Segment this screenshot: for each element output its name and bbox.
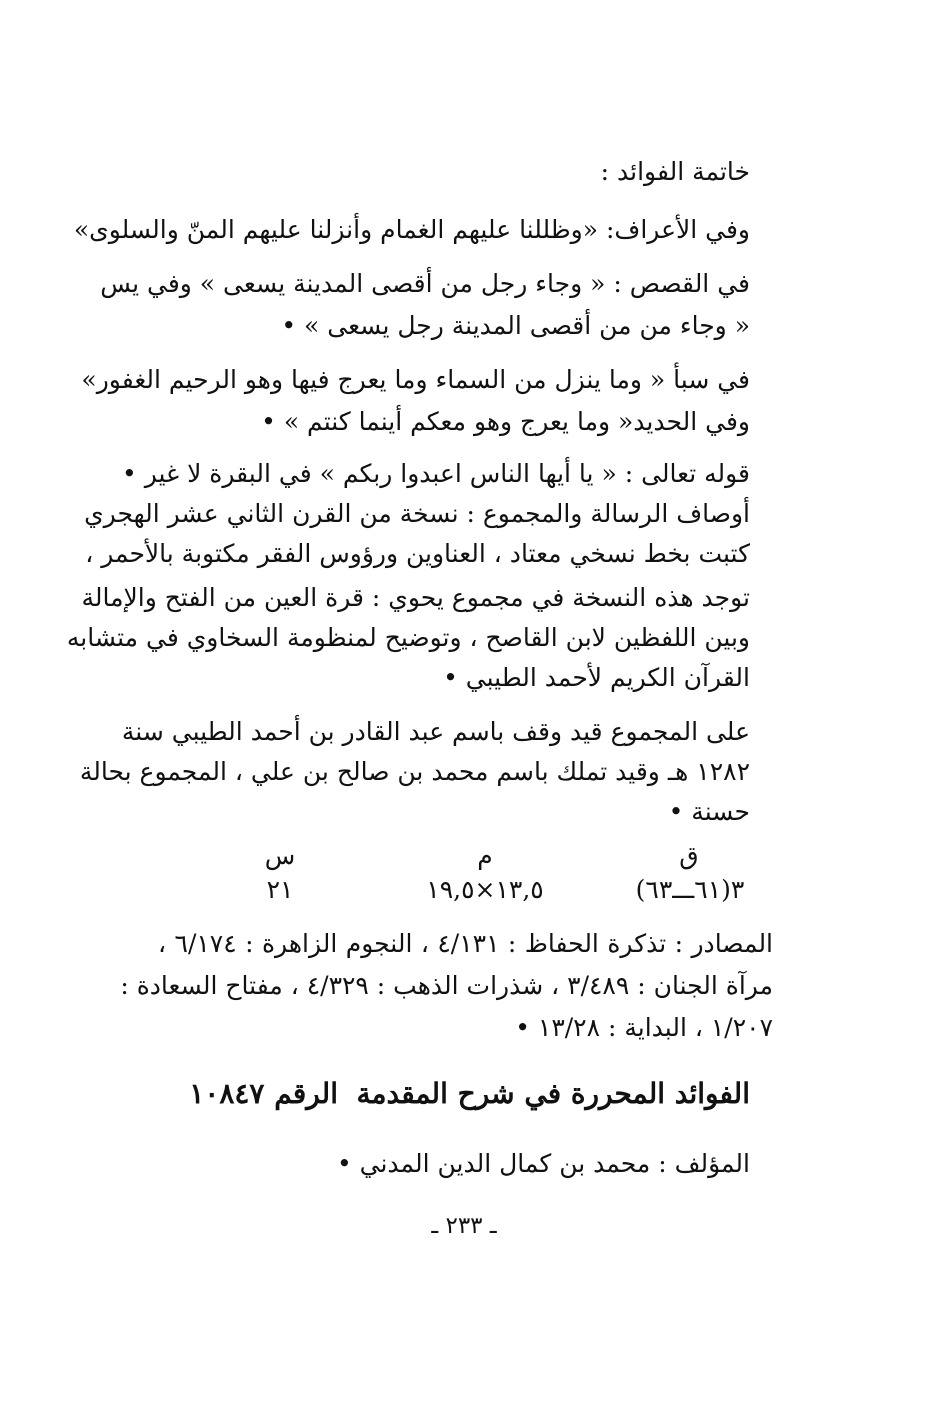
sources-line: ١/٢٠٧ ، البداية : ١٣/٢٨ • (515, 1013, 773, 1042)
entry-title: الفوائد المحررة في شرح المقدمة (356, 1077, 750, 1110)
text-line: توجد هذه النسخة في مجموع يحوي : قرة العين من الفتح والإمالة (81, 583, 750, 612)
text-line: وفي الأعراف: «وظللنا عليهم الغمام وأنزلنا عليهم المنّ والسلوى» (73, 215, 750, 244)
text-line: حسنة • (668, 797, 750, 826)
text-line: وفي الحديد« وما يعرج وهو معكم أينما كنتم » • (261, 407, 750, 436)
sources-line: المصادر : تذكرة الحفاظ : ٤/١٣١ ، النجوم الزاهرة : ٦/١٧٤ ، (158, 929, 774, 958)
text-line: أوصاف الرسالة والمجموع : نسخة من القرن الثاني عشر الهجري (84, 499, 750, 528)
text-line: القرآن الكريم لأحمد الطيبي • (443, 663, 750, 692)
spec-header-folios: ق (679, 841, 699, 870)
entry-author: المؤلف : محمد بن كمال الدين المدني • (336, 1149, 750, 1178)
text-line: على المجموع قيد وقف باسم عبد القادر بن أحمد الطيبي سنة (121, 717, 750, 746)
text-line: وبين اللفظين لابن القاصح ، وتوضيح لمنظومة السخاوي في متشابه (66, 623, 750, 652)
spec-value-folios: ٣(٦١ـــ٦٣) (635, 875, 745, 904)
spec-value-measure: ١٣,٥×١٩,٥ (426, 875, 544, 904)
section-heading: خاتمة الفوائد : (600, 157, 750, 186)
spec-value-lines: ٢١ (266, 875, 294, 904)
text-line: في القصص : « وجاء رجل من أقصى المدينة يسعى » وفي يس (100, 269, 750, 298)
page-number: ـ ٢٣٣ ـ (431, 1213, 497, 1239)
text-line: قوله تعالى : « يا أيها الناس اعبدوا ربكم » في البقرة لا غير • (122, 459, 750, 488)
spec-header-lines: س (264, 841, 296, 870)
text-line: في سبأ « وما ينزل من السماء وما يعرج فيها وهو الرحيم الغفور» (81, 365, 750, 394)
text-line: ١٢٨٢ هـ وقيد تملك باسم محمد بن صالح بن علي ، المجموع بحالة (79, 757, 750, 786)
entry-number: الرقم ١٠٨٤٧ (189, 1077, 338, 1110)
text-line: « وجاء من من أقصى المدينة رجل يسعى » • (281, 311, 750, 340)
sources-line: مرآة الجنان : ٣/٤٨٩ ، شذرات الذهب : ٤/٣٢٩ ، مفتاح السعادة : (120, 971, 773, 1000)
text-line: كتبت بخط نسخي معتاد ، العناوين ورؤوس الفقر مكتوبة بالأحمر ، (85, 539, 750, 568)
spec-header-measure: م (477, 841, 493, 870)
